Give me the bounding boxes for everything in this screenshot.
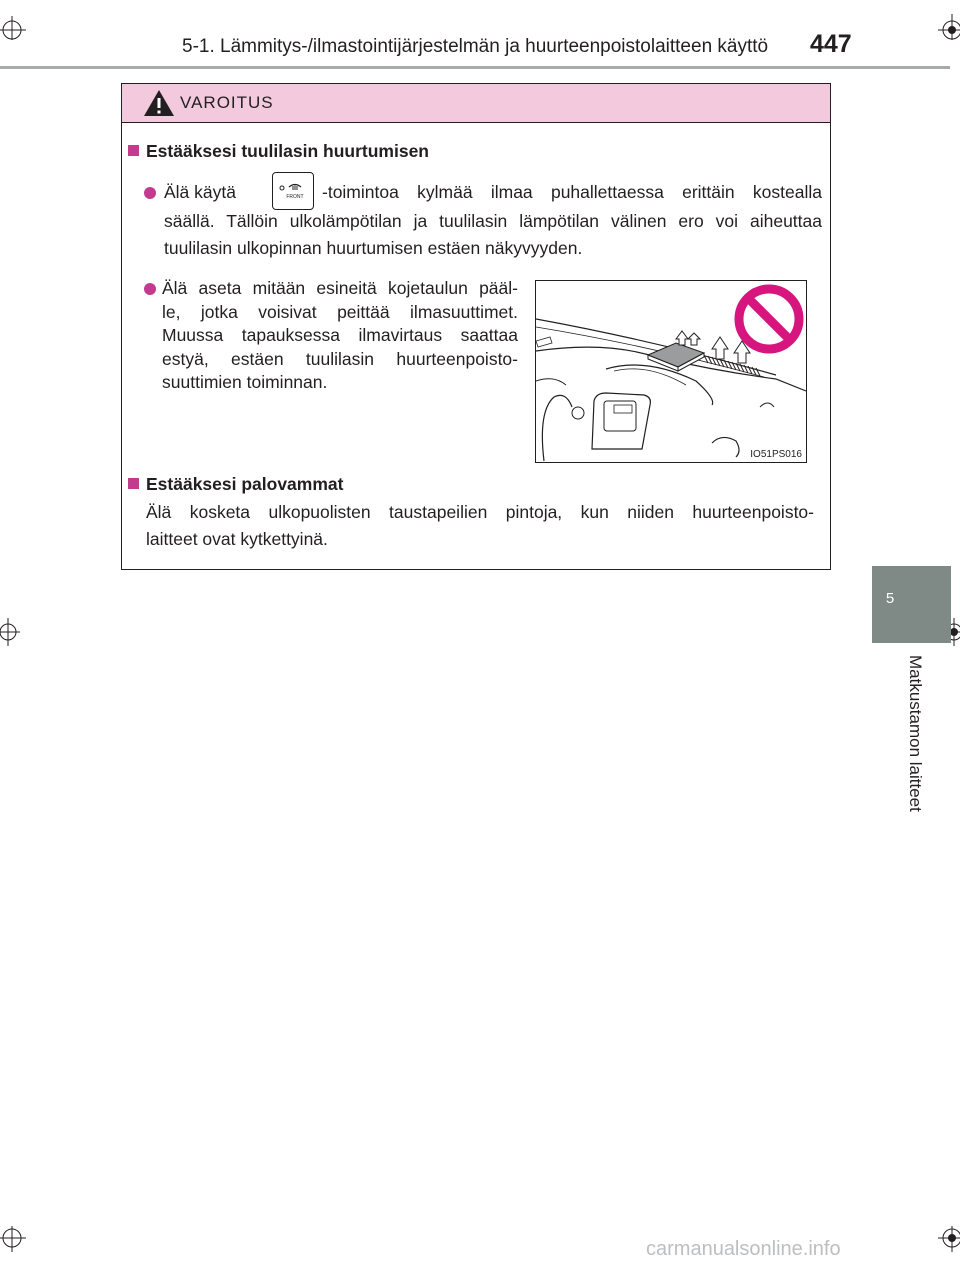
figure-code: IO51PS016 [750, 449, 802, 460]
dashboard-illustration [535, 280, 807, 463]
defroster-symbol-icon [273, 173, 313, 209]
prohibition-sign-icon [739, 289, 799, 349]
bullet-dot-icon [144, 283, 156, 295]
warning-triangle-icon [142, 88, 176, 118]
section-heading [128, 141, 429, 162]
page-header-title: 5-1. Lämmitys-/ilmastointijärjestelmän ja huurteenpoistolaitteen käyttö [182, 36, 769, 57]
square-bullet-icon [128, 478, 139, 489]
bullet-text: -toimintoa kylmää ilmaa puhallettaessa erittäin kostealla [322, 182, 822, 202]
chapter-title: Matkustamon laitteet [906, 655, 925, 812]
chapter-number: 5 [885, 590, 895, 607]
dashboard-drawing [536, 281, 806, 462]
registration-mark-icon [0, 1226, 40, 1266]
registration-mark-icon [0, 612, 30, 652]
defroster-label: FRONT [286, 194, 304, 200]
section-heading-text: Estääksesi palovammat [146, 474, 344, 494]
bullet-text: Älä käytä [164, 182, 236, 202]
registration-mark-icon [920, 1226, 960, 1266]
bullet-dot-icon [144, 187, 156, 199]
watermark: carmanualsonline.info [646, 1238, 841, 1260]
bullet-text: Älä aseta mitään esineitä kojetaulun pääl- le, jotka voisivat peittää ilmasuuttimet. Muussa tapauksessa ilmavirtaus saattaa estyä, estäen tuulilasin huurteenpoisto- suuttimien toiminnan. [162, 278, 518, 392]
square-bullet-icon [128, 145, 139, 156]
section-heading-text: Estääksesi tuulilasin huurtumisen [146, 141, 429, 161]
registration-mark-icon [0, 0, 40, 40]
warning-header [122, 84, 830, 123]
bullet-text: säällä. Tällöin ulkolämpötilan ja tuulilasin lämpötilan välinen ero voi aiheuttaa tuulilasin ulkopinnan huurtumisen estäen näkyvyyden. [164, 211, 822, 258]
section-body-text: Älä kosketa ulkopuolisten taustapeilien pintoja, kun niiden huurteenpoisto- laitteet ovat kytkettyinä. [146, 502, 814, 549]
registration-mark-icon [920, 0, 960, 40]
header-divider [0, 66, 950, 69]
warning-label: VAROITUS [180, 93, 274, 112]
page-number: 447 [810, 30, 852, 58]
section-heading [128, 474, 343, 495]
front-defroster-button-icon [272, 172, 314, 210]
